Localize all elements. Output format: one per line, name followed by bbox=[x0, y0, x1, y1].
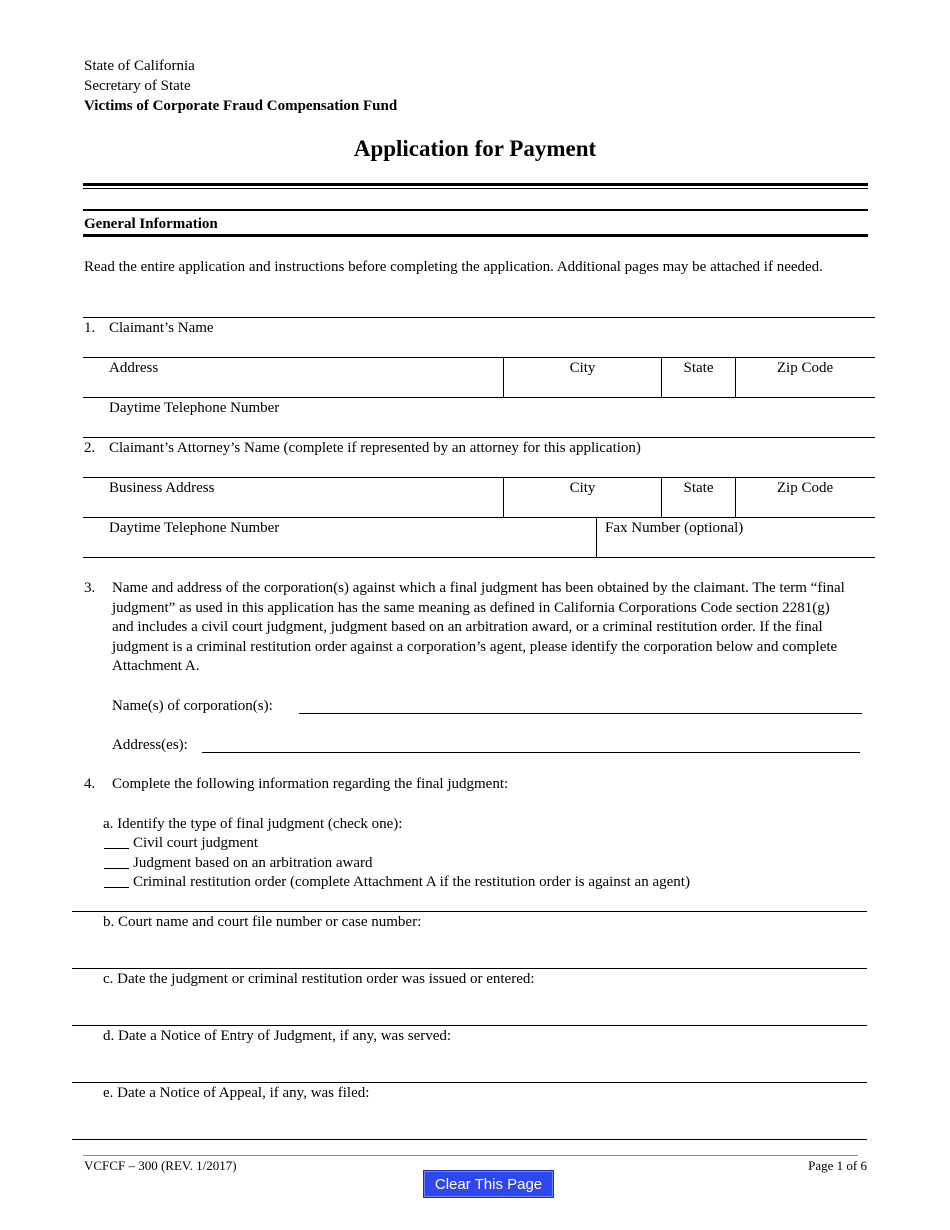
q2-rule-top bbox=[83, 437, 875, 438]
fax-field[interactable] bbox=[600, 538, 872, 556]
checkbox-arbitration-blank[interactable] bbox=[104, 868, 129, 869]
intro-text: Read the entire application and instructions before completing the application. Additional pages may be attached if needed. bbox=[84, 259, 823, 275]
checkbox-criminal-blank[interactable] bbox=[104, 887, 129, 888]
q4a-label: a. Identify the type of final judgment (check one): bbox=[103, 816, 403, 832]
q4c-rule bbox=[72, 968, 867, 969]
claimant-name-label: Claimant’s Name bbox=[109, 320, 214, 336]
judgment-date-field[interactable] bbox=[103, 991, 863, 1021]
phone-label: Daytime Telephone Number bbox=[109, 400, 280, 416]
clear-page-button[interactable]: Clear This Page bbox=[423, 1170, 554, 1198]
attorney-city-label: City bbox=[569, 480, 596, 496]
corporation-names-label: Name(s) of corporation(s): bbox=[112, 698, 273, 714]
q2-rule-3 bbox=[83, 517, 875, 518]
page-number: Page 1 of 6 bbox=[808, 1158, 867, 1173]
option-civil: Civil court judgment bbox=[133, 835, 258, 851]
q3-text: Name and address of the corporation(s) against which a final judgment has been obtained by the claimant. The term “final judgment” as used in this application has the same meaning as defined in California Corporations Code section 2281(g) and includes a civil court judgment, judgment based on an arbitration award, or a criminal restitution order. If the final judgment is a criminal restitution order against a corporation’s agent, please identify the corporation below and complete Attachment A. bbox=[112, 580, 845, 674]
business-address-label: Business Address bbox=[109, 480, 215, 496]
q4c-label: c. Date the judgment or criminal restitution order was issued or entered: bbox=[103, 971, 535, 987]
form-id: VCFCF – 300 (REV. 1/2017) bbox=[84, 1158, 237, 1173]
court-case-number-field[interactable] bbox=[103, 934, 863, 964]
checkbox-civil-blank[interactable] bbox=[104, 848, 129, 849]
q2-number: 2. bbox=[84, 440, 96, 456]
page-title: Application for Payment bbox=[353, 136, 597, 161]
phone-field[interactable] bbox=[310, 402, 870, 432]
city-label: City bbox=[569, 360, 596, 376]
attorney-name-label: Claimant’s Attorney’s Name (complete if represented by an attorney for this application) bbox=[109, 440, 641, 456]
q4b-label: b. Court name and court file number or case number: bbox=[103, 914, 422, 930]
footer-rule bbox=[83, 1155, 858, 1156]
business-address-field[interactable] bbox=[160, 498, 500, 516]
option-arbitration: Judgment based on an arbitration award bbox=[133, 855, 373, 871]
zip-field[interactable] bbox=[738, 378, 872, 396]
title-rule-thin bbox=[83, 188, 868, 189]
attorney-phone-label: Daytime Telephone Number bbox=[109, 520, 280, 536]
q1-rule-2 bbox=[83, 357, 875, 358]
q4b-rule bbox=[72, 911, 867, 912]
corporation-names-underline bbox=[299, 713, 862, 714]
attorney-city-field[interactable] bbox=[506, 498, 658, 516]
section-rule-top bbox=[83, 209, 868, 211]
agency-office: Secretary of State bbox=[84, 78, 191, 94]
q4-number: 4. bbox=[84, 776, 96, 792]
q4d-rule bbox=[72, 1025, 867, 1026]
option-criminal: Criminal restitution order (complete Attachment A if the restitution order is against an agent) bbox=[133, 874, 690, 890]
q4d-label: d. Date a Notice of Entry of Judgment, if any, was served: bbox=[103, 1028, 452, 1044]
agency-fund: Victims of Corporate Fraud Compensation Fund bbox=[84, 98, 398, 114]
notice-appeal-date-field[interactable] bbox=[103, 1105, 863, 1135]
notice-entry-date-field[interactable] bbox=[103, 1048, 863, 1078]
q3-number: 3. bbox=[84, 580, 96, 596]
q1-number: 1. bbox=[84, 320, 96, 336]
attorney-name-field[interactable] bbox=[109, 458, 869, 476]
q2-rule-2 bbox=[83, 477, 875, 478]
corporation-addresses-underline bbox=[202, 752, 860, 753]
q4-intro: Complete the following information regarding the final judgment: bbox=[112, 776, 509, 792]
zip-label: Zip Code bbox=[776, 360, 834, 376]
state-field[interactable] bbox=[664, 378, 732, 396]
attorney-phone-field[interactable] bbox=[109, 538, 593, 556]
q1-rule-3 bbox=[83, 397, 875, 398]
attorney-zip-label: Zip Code bbox=[776, 480, 834, 496]
city-field[interactable] bbox=[506, 378, 658, 396]
fax-label: Fax Number (optional) bbox=[605, 520, 744, 536]
q4e-rule bbox=[72, 1082, 867, 1083]
state-label: State bbox=[683, 360, 714, 376]
q4e-label: e. Date a Notice of Appeal, if any, was filed: bbox=[103, 1085, 370, 1101]
corporation-names-field[interactable] bbox=[299, 694, 862, 713]
divider bbox=[596, 517, 597, 557]
attorney-state-label: State bbox=[683, 480, 714, 496]
section-title: General Information bbox=[84, 216, 218, 232]
q4-rule-bottom bbox=[72, 1139, 867, 1140]
corporation-addresses-label: Address(es): bbox=[112, 737, 188, 753]
title-rule-thick bbox=[83, 183, 868, 186]
corporation-addresses-field[interactable] bbox=[202, 733, 860, 752]
q2-rule-bottom bbox=[83, 557, 875, 558]
q1-rule-top bbox=[83, 317, 875, 318]
agency-state: State of California bbox=[84, 58, 195, 74]
address-label: Address bbox=[109, 360, 159, 376]
claimant-name-field[interactable] bbox=[240, 322, 870, 352]
attorney-zip-field[interactable] bbox=[738, 498, 872, 516]
section-rule-bottom bbox=[83, 234, 868, 237]
attorney-state-field[interactable] bbox=[664, 498, 732, 516]
address-field[interactable] bbox=[160, 378, 500, 396]
